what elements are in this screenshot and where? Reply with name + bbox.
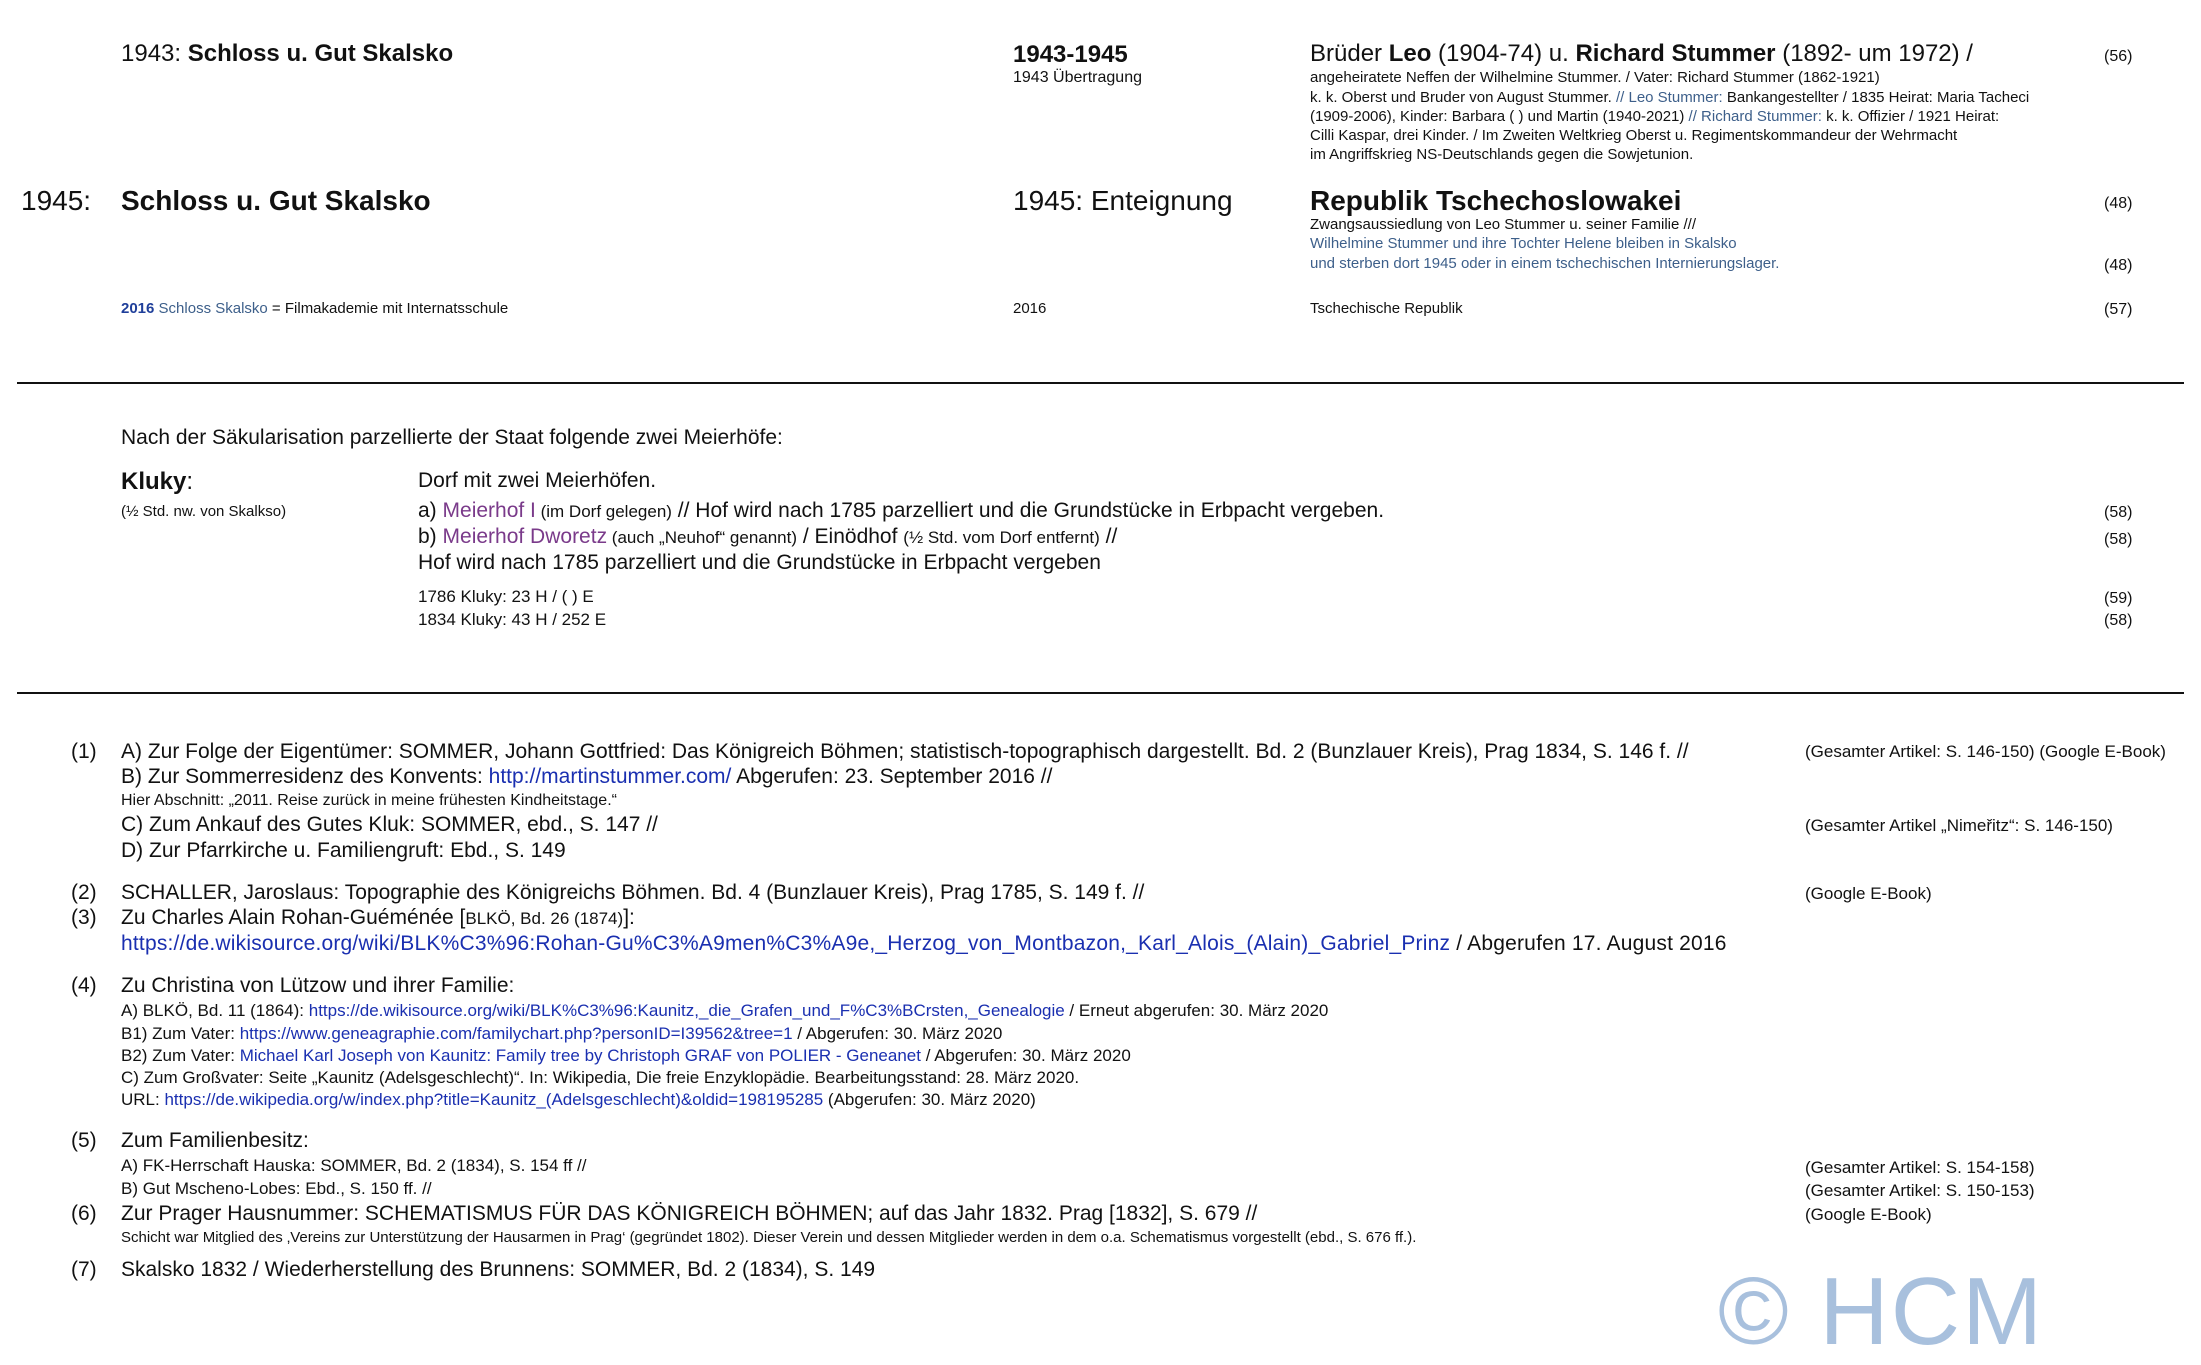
footnote-ref: (59) (2104, 590, 2133, 607)
owners-line-5: im Angriffskrieg NS-Deutschlands gegen die Sowjetunion. (1310, 146, 1694, 163)
footnote-5-number: (5) (71, 1129, 97, 1152)
blko-ref: BLKÖ, Bd. 26 (1874) (465, 909, 624, 928)
owners-line-3 (1310, 108, 1999, 125)
row3-year: 2016 (121, 300, 155, 317)
row3-year-note: 2016 (1013, 300, 1047, 317)
footnote-6-note: Schicht war Mitglied des ‚Vereins zur Unterstützung der Hausarmen in Prag‘ (gegründet 1802). Dieser Verein und dessen Mitglieder werden in dem o.a. Schematismus vorgestellt (ebd., S. 676 ff.). (121, 1229, 1417, 1246)
row1-title: Schloss u. Gut Skalsko (187, 40, 454, 67)
footnote-text: Zu Charles Alain Rohan-Guéménée [ (121, 906, 466, 929)
footnote-text: ]: (623, 906, 635, 929)
village-desc: Dorf mit zwei Meierhöfen. (418, 469, 657, 492)
owner-leo: Leo (1388, 40, 1432, 67)
footnote-text: A) BLKÖ, Bd. 11 (1864): (121, 1001, 309, 1020)
footnote-4b1 (121, 1024, 1002, 1044)
secularization-intro: Nach der Säkularisation parzellierte der Staat folgende zwei Meierhöfe: (121, 426, 783, 449)
divider (17, 382, 2184, 384)
footnote-3-number: (3) (71, 906, 97, 929)
meierhof-b-name: Meierhof Dworetz (442, 525, 608, 548)
footnote-text: B) Zur Sommerresidenz des Konvents: (121, 765, 489, 788)
footnote-3-text (121, 905, 635, 930)
footnote-1b-note: Hier Abschnitt: „2011. Reise zurück in meine frühesten Kindheitstage.“ (121, 792, 617, 809)
row3-name: Schloss Skalsko (154, 300, 268, 317)
footnote-ref: (48) (2104, 195, 2133, 212)
footnote-5b-ref: (Gesamter Artikel: S. 150-153) (1805, 1181, 2035, 1200)
google-ebook-ref: (Google E-Book) (2039, 742, 2166, 761)
owners-line-4: Cilli Kaspar, drei Kinder. / Im Zweiten Weltkrieg Oberst u. Regimentskommandeur der Wehrmacht (1310, 127, 1958, 144)
owners-line-2 (1310, 89, 2029, 106)
footnote-text: / Abgerufen 17. August 2016 (1450, 932, 1727, 955)
footnote-5-head: Zum Familienbesitz: (121, 1129, 309, 1152)
divider (17, 692, 2184, 694)
place-kluky: Kluky (121, 468, 187, 495)
richard-stummer-label: // Richard Stummer: (1684, 108, 1822, 125)
copyright-watermark: © HCM (1718, 1258, 2045, 1365)
place-colon: : (186, 468, 194, 495)
leo-stummer-label: // Leo Stummer: (1611, 89, 1723, 106)
footnote-2-number: (2) (71, 881, 97, 904)
place-name (121, 468, 193, 496)
footnote-5b: B) Gut Mscheno-Lobes: Ebd., S. 150 ff. // (121, 1179, 432, 1198)
meierhof-b (418, 524, 1117, 549)
wikisource-kaunitz-link[interactable]: https://de.wikisource.org/wiki/BLK%C3%96:Kaunitz,_die_Grafen_und_F%C3%BCrsten,_Genealogie (308, 1001, 1065, 1020)
footnote-6-number: (6) (71, 1202, 97, 1225)
footnote-1b (121, 764, 1052, 789)
footnote-text: B1) Zum Vater: (121, 1024, 240, 1043)
row2-year: 1945: (21, 185, 92, 216)
owner-richard: Richard Stummer (1575, 40, 1776, 67)
owners-text: Brüder (1310, 40, 1389, 67)
footnote-4-url (121, 1090, 1036, 1110)
row2-expropriation: 1945: Enteignung (1013, 185, 1233, 216)
martinstummer-link[interactable]: http://martinstummer.com/ (488, 765, 732, 788)
meierhof-a-name: Meierhof I (442, 499, 536, 522)
footnote-ref: (48) (2104, 257, 2133, 274)
owners-text: Bankangestellter / 1835 Heirat: Maria Tacheci (1722, 89, 2030, 106)
footnote-1d: D) Zur Pfarrkirche u. Familiengruft: Ebd., S. 149 (121, 839, 566, 862)
footnote-5a-ref: (Gesamter Artikel: S. 154-158) (1805, 1158, 2035, 1177)
meierhof-b-cont: Hof wird nach 1785 parzelliert und die Grundstücke in Erbpacht vergeben (418, 551, 1101, 574)
article-range: (Gesamter Artikel: S. 146-150) (1805, 742, 2035, 761)
meierhof-a-prefix: a) (418, 499, 443, 522)
row2-owner-title: Republik Tschechoslowakei (1310, 185, 1682, 216)
footnote-5a: A) FK-Herrschaft Hauska: SOMMER, Bd. 2 (1834), S. 154 ff // (121, 1156, 587, 1175)
footnote-1c: C) Zum Ankauf des Gutes Kluk: SOMMER, ebd., S. 147 // (121, 813, 658, 836)
footnote-6-text: Zur Prager Hausnummer: SCHEMATISMUS FÜR DAS KÖNIGREICH BÖHMEN; auf das Jahr 1832. Prag [1832], S. 679 // (121, 1202, 1258, 1225)
footnote-text: (Abgerufen: 30. März 2020) (823, 1090, 1036, 1109)
footnote-6-ref: (Google E-Book) (1805, 1205, 1932, 1224)
footnote-4-number: (4) (71, 974, 97, 997)
owners-text: (1909-2006), Kinder: Barbara ( ) und Martin (1940-2021) (1310, 108, 1685, 125)
stat-1786: 1786 Kluky: 23 H / ( ) E (418, 587, 594, 606)
row3-desc: = Filmakademie mit Internatsschule (267, 300, 509, 317)
footnote-ref: (58) (2104, 531, 2133, 548)
footnote-ref: (58) (2104, 504, 2133, 521)
wikisource-rohan-link[interactable]: https://de.wikisource.org/wiki/BLK%C3%96:Rohan-Gu%C3%A9men%C3%A9e,_Herzog_von_Montbazon,_Karl_Alois_(Alain)_Gabriel_Prinz (121, 932, 1451, 955)
meierhof-b-prefix: b) (418, 525, 443, 548)
footnote-2-ref: (Google E-Book) (1805, 884, 1932, 903)
footnote-4c: C) Zum Großvater: Seite „Kaunitz (Adelsgeschlecht)“. In: Wikipedia, Die freie Enzyklopädie. Bearbeitungsstand: 28. März 2020. (121, 1068, 1080, 1087)
row3-owner-cell (121, 300, 508, 317)
footnote-ref: (57) (2104, 301, 2133, 318)
row1-year: 1943: (121, 40, 182, 67)
footnote-ref: (58) (2104, 612, 2133, 629)
row1-transfer-note: 1943 Übertragung (1013, 69, 1142, 86)
row1-period: 1943-1945 (1013, 41, 1128, 68)
owners-text: (1904-74) u. (1431, 40, 1576, 67)
owners-text: (1892- um 1972) / (1775, 40, 1973, 67)
footnote-text: / Abgerufen: 30. März 2020 (792, 1024, 1003, 1043)
meierhof-b-distance: (½ Std. vom Dorf entfernt) (903, 528, 1100, 547)
footnote-2-text: SCHALLER, Jaroslaus: Topographie des Königreichs Böhmen. Bd. 4 (Bunzlauer Kreis), Prag 1785, S. 149 f. // (121, 881, 1145, 904)
footnote-4b2 (121, 1046, 1131, 1066)
footnote-text: Abgerufen: 23. September 2016 // (731, 765, 1053, 788)
meierhof-b-type: / Einödhof (797, 525, 904, 548)
owners-text: k. k. Oberst und Bruder von August Stummer. (1310, 89, 1612, 106)
wikipedia-kaunitz-link[interactable]: https://de.wikipedia.org/w/index.php?title=Kaunitz_(Adelsgeschlecht)&oldid=198195285 (164, 1090, 824, 1109)
footnote-3-link-line (121, 931, 1727, 956)
row2-line-2: Wilhelmine Stummer und ihre Tochter Helene bleiben in Skalsko (1310, 235, 1737, 252)
owners-text: k. k. Offizier / 1921 Heirat: (1821, 108, 2000, 125)
owners-line-1: angeheiratete Neffen der Wilhelmine Stummer. / Vater: Richard Stummer (1862-1921) (1310, 69, 1880, 86)
meierhof-a-text: // Hof wird nach 1785 parzelliert und die Grundstücke in Erbpacht vergeben. (671, 499, 1385, 522)
footnote-1a-ref (1805, 742, 2166, 762)
footnote-text: URL: (121, 1090, 165, 1109)
footnote-text: / Abgerufen: 30. März 2020 (920, 1046, 1131, 1065)
meierhof-a (418, 498, 1384, 523)
row3-owner: Tschechische Republik (1310, 300, 1463, 317)
footnote-4-head: Zu Christina von Lützow und ihrer Familie: (121, 974, 515, 997)
footnote-1c-ref: (Gesamter Artikel „Nimeřitz“: S. 146-150) (1805, 816, 2113, 835)
place-note: (½ Std. nw. von Skalkso) (121, 503, 287, 520)
geneagraphie-link[interactable]: https://www.geneagraphie.com/familychart.php?personID=I39562&tree=1 (239, 1024, 793, 1043)
stat-1834: 1834 Kluky: 43 H / 252 E (418, 610, 607, 629)
geneanet-link[interactable]: Michael Karl Joseph von Kaunitz: Family tree by Christoph GRAF von POLIER - Geneanet (239, 1046, 921, 1065)
footnote-text: B2) Zum Vater: (121, 1046, 240, 1065)
footnote-4a (121, 1001, 1328, 1021)
meierhof-b-alias: (auch „Neuhof“ genannt) (607, 528, 798, 547)
footnote-1-number: (1) (71, 740, 97, 763)
meierhof-a-location: (im Dorf gelegen) (535, 502, 672, 521)
footnote-7-number: (7) (71, 1258, 97, 1281)
footnote-7-text: Skalsko 1832 / Wiederherstellung des Brunnens: SOMMER, Bd. 2 (1834), S. 149 (121, 1258, 876, 1281)
row2-title: Schloss u. Gut Skalsko (121, 185, 431, 216)
footnote-1a: A) Zur Folge der Eigentümer: SOMMER, Johann Gottfried: Das Königreich Böhmen; statistisch-topographisch dargestellt. Bd. 2 (Bunzlauer Kreis), Prag 1834, S. 146 f. // (121, 740, 1689, 763)
meierhof-b-end: // (1099, 525, 1118, 548)
row1-owners-heading (1310, 40, 1973, 68)
footnote-text: / Erneut abgerufen: 30. März 2020 (1064, 1001, 1329, 1020)
row2-line-3: und sterben dort 1945 oder in einem tschechischen Internierungslager. (1310, 255, 1780, 272)
footnote-ref: (56) (2104, 48, 2133, 65)
row2-line-1: Zwangsaussiedlung von Leo Stummer u. seiner Familie /// (1310, 216, 1697, 233)
row1-owner-cell (121, 40, 453, 68)
